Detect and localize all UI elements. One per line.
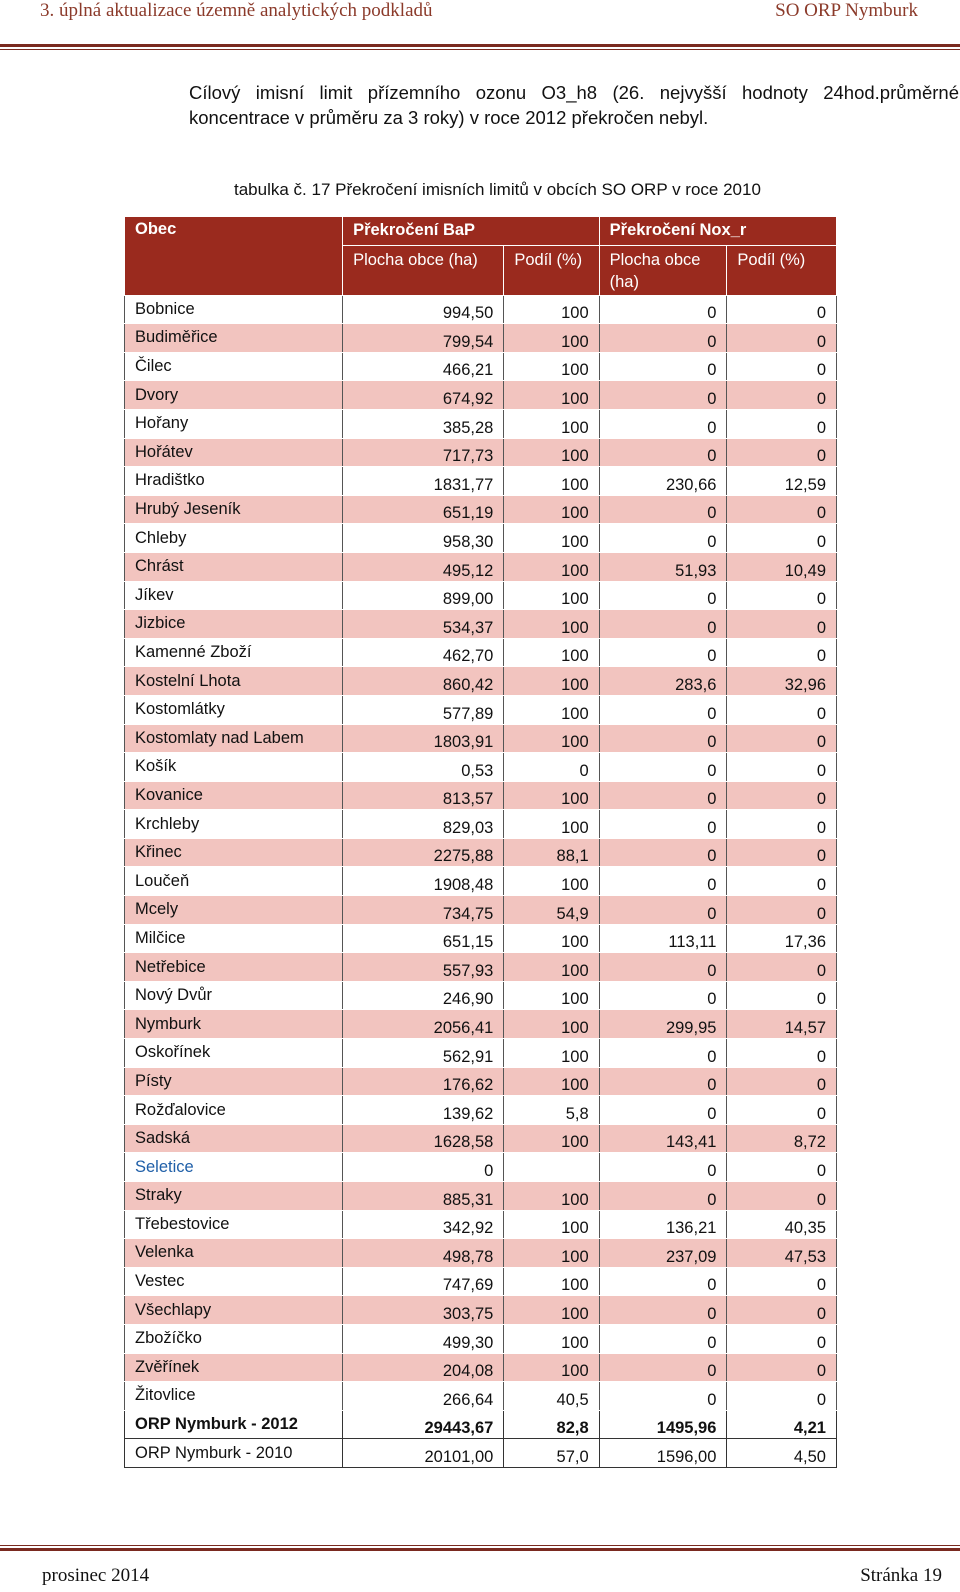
cell-bap-area: 1628,58 bbox=[343, 1124, 504, 1153]
cell-bap-share: 100 bbox=[504, 1324, 599, 1353]
intro-paragraph: Cílový imisní limit přízemního ozonu O3_h8 (26. nejvyšší hodnoty 24hod.průměrné koncentrace v průměru za 3 roky) v roce 2012 překročen nebyl. bbox=[189, 82, 959, 128]
table-row bbox=[125, 638, 837, 667]
cell-nox-area: 0 bbox=[599, 810, 727, 839]
cell-nox-area: 299,95 bbox=[599, 1010, 727, 1039]
cell-obec: ORP Nymburk - 2012 bbox=[125, 1410, 343, 1439]
cell-bap-share: 100 bbox=[504, 981, 599, 1010]
table-row bbox=[125, 1353, 837, 1382]
cell-nox-share: 4,50 bbox=[727, 1439, 837, 1468]
cell-bap-share: 100 bbox=[504, 438, 599, 467]
cell-nox-share: 0 bbox=[727, 495, 837, 524]
cell-nox-share: 12,59 bbox=[727, 467, 837, 496]
cell-nox-area: 0 bbox=[599, 495, 727, 524]
cell-nox-area: 0 bbox=[599, 724, 727, 753]
cell-nox-area: 1495,96 bbox=[599, 1410, 727, 1439]
table-row bbox=[125, 695, 837, 724]
cell-nox-area: 0 bbox=[599, 352, 727, 381]
cell-nox-area: 0 bbox=[599, 1353, 727, 1382]
cell-bap-share: 57,0 bbox=[504, 1439, 599, 1468]
cell-nox-share: 47,53 bbox=[727, 1239, 837, 1268]
cell-bap-area: 799,54 bbox=[343, 324, 504, 353]
cell-obec: Mcely bbox=[125, 896, 343, 925]
cell-nox-area: 237,09 bbox=[599, 1239, 727, 1268]
cell-nox-share: 0 bbox=[727, 581, 837, 610]
cell-nox-share: 0 bbox=[727, 1267, 837, 1296]
cell-nox-area: 0 bbox=[599, 1296, 727, 1325]
cell-bap-area: 498,78 bbox=[343, 1239, 504, 1268]
cell-obec: Hořany bbox=[125, 409, 343, 438]
cell-bap-share: 100 bbox=[504, 1124, 599, 1153]
table-row bbox=[125, 610, 837, 639]
cell-obec: Dvory bbox=[125, 381, 343, 410]
cell-bap-share: 100 bbox=[504, 467, 599, 496]
cell-nox-share: 0 bbox=[727, 724, 837, 753]
cell-nox-area: 0 bbox=[599, 1382, 727, 1411]
cell-nox-area: 0 bbox=[599, 438, 727, 467]
cell-bap-area: 0 bbox=[343, 1153, 504, 1182]
cell-nox-share: 0 bbox=[727, 1296, 837, 1325]
cell-bap-area: 385,28 bbox=[343, 409, 504, 438]
cell-bap-area: 860,42 bbox=[343, 667, 504, 696]
cell-nox-share: 0 bbox=[727, 953, 837, 982]
cell-obec: Třebestovice bbox=[125, 1210, 343, 1239]
cell-nox-area: 0 bbox=[599, 1324, 727, 1353]
cell-nox-share: 0 bbox=[727, 1353, 837, 1382]
cell-bap-share: 100 bbox=[504, 924, 599, 953]
cell-bap-share: 100 bbox=[504, 495, 599, 524]
table-row bbox=[125, 724, 837, 753]
table-row bbox=[125, 381, 837, 410]
cell-nox-area: 230,66 bbox=[599, 467, 727, 496]
cell-bap-area: 1831,77 bbox=[343, 467, 504, 496]
cell-bap-share: 100 bbox=[504, 867, 599, 896]
table-row bbox=[125, 552, 837, 581]
cell-nox-share: 0 bbox=[727, 867, 837, 896]
cell-bap-area: 499,30 bbox=[343, 1324, 504, 1353]
cell-obec: Bobnice bbox=[125, 295, 343, 324]
cell-bap-area: 813,57 bbox=[343, 781, 504, 810]
cell-obec: Písty bbox=[125, 1067, 343, 1096]
cell-obec: Hradištko bbox=[125, 467, 343, 496]
cell-nox-share: 0 bbox=[727, 1153, 837, 1182]
cell-nox-area: 0 bbox=[599, 753, 727, 782]
total-row bbox=[125, 1439, 837, 1468]
cell-nox-share: 0 bbox=[727, 638, 837, 667]
cell-nox-area: 0 bbox=[599, 409, 727, 438]
cell-nox-share: 0 bbox=[727, 610, 837, 639]
cell-obec: Zvěřínek bbox=[125, 1353, 343, 1382]
cell-nox-share: 32,96 bbox=[727, 667, 837, 696]
cell-bap-share: 100 bbox=[504, 638, 599, 667]
total-row bbox=[125, 1410, 837, 1439]
cell-obec: Kostomlátky bbox=[125, 695, 343, 724]
cell-obec: Netřebice bbox=[125, 953, 343, 982]
cell-obec: Oskořínek bbox=[125, 1039, 343, 1068]
cell-obec: ORP Nymburk - 2010 bbox=[125, 1439, 343, 1468]
page-header bbox=[0, 0, 960, 50]
footer-rule-thin bbox=[0, 1545, 960, 1546]
cell-bap-share: 100 bbox=[504, 1010, 599, 1039]
cell-nox-share: 0 bbox=[727, 438, 837, 467]
cell-nox-area: 283,6 bbox=[599, 667, 727, 696]
cell-nox-area: 0 bbox=[599, 953, 727, 982]
subheader-bap-share: Podíl (%) bbox=[504, 245, 599, 295]
cell-bap-area: 885,31 bbox=[343, 1182, 504, 1211]
header-document-title: 3. úplná aktualizace územně analytických podkladů bbox=[40, 0, 433, 21]
cell-obec: Nymburk bbox=[125, 1010, 343, 1039]
table-row bbox=[125, 1039, 837, 1068]
cell-nox-area: 0 bbox=[599, 1067, 727, 1096]
cell-bap-share: 100 bbox=[504, 1239, 599, 1268]
cell-bap-share: 100 bbox=[504, 1039, 599, 1068]
table-row bbox=[125, 1182, 837, 1211]
cell-obec: Žitovlice bbox=[125, 1382, 343, 1411]
table-row bbox=[125, 1267, 837, 1296]
table-row bbox=[125, 1239, 837, 1268]
cell-nox-share: 14,57 bbox=[727, 1010, 837, 1039]
cell-obec: Milčice bbox=[125, 924, 343, 953]
cell-bap-share: 100 bbox=[504, 324, 599, 353]
table-caption: tabulka č. 17 Překročení imisních limitů v obcích SO ORP v roce 2010 bbox=[234, 180, 761, 199]
cell-bap-share: 100 bbox=[504, 1210, 599, 1239]
table-row bbox=[125, 667, 837, 696]
cell-bap-area: 562,91 bbox=[343, 1039, 504, 1068]
cell-obec: Všechlapy bbox=[125, 1296, 343, 1325]
cell-obec: Hrubý Jeseník bbox=[125, 495, 343, 524]
cell-nox-share: 0 bbox=[727, 753, 837, 782]
table-row bbox=[125, 896, 837, 925]
cell-nox-share: 0 bbox=[727, 324, 837, 353]
cell-bap-area: 2056,41 bbox=[343, 1010, 504, 1039]
cell-nox-area: 0 bbox=[599, 867, 727, 896]
cell-bap-area: 20101,00 bbox=[343, 1439, 504, 1468]
cell-nox-share: 0 bbox=[727, 781, 837, 810]
cell-bap-share bbox=[504, 1153, 599, 1182]
cell-nox-area: 0 bbox=[599, 1182, 727, 1211]
cell-bap-area: 29443,67 bbox=[343, 1410, 504, 1439]
cell-bap-area: 139,62 bbox=[343, 1096, 504, 1125]
table-row bbox=[125, 924, 837, 953]
cell-bap-area: 466,21 bbox=[343, 352, 504, 381]
cell-bap-area: 899,00 bbox=[343, 581, 504, 610]
table-row bbox=[125, 1210, 837, 1239]
cell-bap-share: 40,5 bbox=[504, 1382, 599, 1411]
cell-nox-area: 0 bbox=[599, 1096, 727, 1125]
cell-bap-area: 342,92 bbox=[343, 1210, 504, 1239]
table-row bbox=[125, 438, 837, 467]
cell-bap-area: 266,64 bbox=[343, 1382, 504, 1411]
cell-obec: Nový Dvůr bbox=[125, 981, 343, 1010]
cell-obec: Rožďalovice bbox=[125, 1096, 343, 1125]
table-row bbox=[125, 981, 837, 1010]
cell-bap-share: 100 bbox=[504, 524, 599, 553]
table-row bbox=[125, 838, 837, 867]
cell-bap-share: 100 bbox=[504, 810, 599, 839]
table-row bbox=[125, 295, 837, 324]
cell-bap-area: 747,69 bbox=[343, 1267, 504, 1296]
table-row bbox=[125, 1324, 837, 1353]
cell-bap-area: 0,53 bbox=[343, 753, 504, 782]
table-row bbox=[125, 810, 837, 839]
table-row bbox=[125, 753, 837, 782]
table-body bbox=[125, 295, 837, 1467]
cell-obec: Vestec bbox=[125, 1267, 343, 1296]
cell-nox-share: 8,72 bbox=[727, 1124, 837, 1153]
cell-nox-area: 0 bbox=[599, 381, 727, 410]
col-header-obec: Obec bbox=[125, 217, 343, 296]
cell-nox-area: 0 bbox=[599, 1267, 727, 1296]
cell-nox-area: 0 bbox=[599, 1153, 727, 1182]
cell-bap-area: 1908,48 bbox=[343, 867, 504, 896]
table-row bbox=[125, 524, 837, 553]
cell-bap-area: 829,03 bbox=[343, 810, 504, 839]
cell-nox-area: 0 bbox=[599, 781, 727, 810]
cell-bap-share: 5,8 bbox=[504, 1096, 599, 1125]
cell-nox-area: 113,11 bbox=[599, 924, 727, 953]
cell-bap-share: 100 bbox=[504, 724, 599, 753]
cell-obec: Křinec bbox=[125, 838, 343, 867]
table-row bbox=[125, 1010, 837, 1039]
cell-obec: Chleby bbox=[125, 524, 343, 553]
cell-obec: Jíkev bbox=[125, 581, 343, 610]
cell-nox-share: 0 bbox=[727, 352, 837, 381]
cell-obec: Hořátev bbox=[125, 438, 343, 467]
cell-obec: Krchleby bbox=[125, 810, 343, 839]
cell-bap-area: 462,70 bbox=[343, 638, 504, 667]
footer-date: prosinec 2014 bbox=[42, 1565, 150, 1586]
cell-nox-area: 136,21 bbox=[599, 1210, 727, 1239]
table-row bbox=[125, 1124, 837, 1153]
cell-obec: Seletice bbox=[125, 1153, 343, 1182]
cell-nox-share: 10,49 bbox=[727, 552, 837, 581]
cell-nox-area: 143,41 bbox=[599, 1124, 727, 1153]
cell-nox-share: 40,35 bbox=[727, 1210, 837, 1239]
table-row bbox=[125, 467, 837, 496]
table-row bbox=[125, 581, 837, 610]
cell-bap-share: 100 bbox=[504, 352, 599, 381]
table-row bbox=[125, 953, 837, 982]
cell-nox-area: 0 bbox=[599, 638, 727, 667]
cell-bap-area: 557,93 bbox=[343, 953, 504, 982]
group-header-bap: Překročení BaP bbox=[343, 217, 600, 246]
cell-obec: Kovanice bbox=[125, 781, 343, 810]
cell-nox-share: 0 bbox=[727, 1382, 837, 1411]
cell-nox-area: 51,93 bbox=[599, 552, 727, 581]
cell-bap-share: 100 bbox=[504, 695, 599, 724]
cell-bap-share: 100 bbox=[504, 1353, 599, 1382]
cell-nox-area: 0 bbox=[599, 610, 727, 639]
cell-nox-share: 4,21 bbox=[727, 1410, 837, 1439]
cell-nox-share: 0 bbox=[727, 524, 837, 553]
cell-obec: Loučeň bbox=[125, 867, 343, 896]
cell-nox-area: 0 bbox=[599, 838, 727, 867]
cell-bap-share: 88,1 bbox=[504, 838, 599, 867]
table-row bbox=[125, 1382, 837, 1411]
table-row bbox=[125, 1296, 837, 1325]
cell-bap-area: 577,89 bbox=[343, 695, 504, 724]
subheader-bap-area: Plocha obce (ha) bbox=[343, 245, 504, 295]
cell-obec: Straky bbox=[125, 1182, 343, 1211]
cell-bap-area: 674,92 bbox=[343, 381, 504, 410]
cell-bap-share: 0 bbox=[504, 753, 599, 782]
cell-bap-share: 100 bbox=[504, 953, 599, 982]
cell-bap-area: 534,37 bbox=[343, 610, 504, 639]
cell-nox-share: 0 bbox=[727, 409, 837, 438]
cell-nox-share: 0 bbox=[727, 1067, 837, 1096]
cell-nox-area: 0 bbox=[599, 1039, 727, 1068]
table-row bbox=[125, 495, 837, 524]
exceedance-table bbox=[124, 216, 837, 1468]
group-header-nox: Překročení Nox_r bbox=[599, 217, 836, 246]
cell-obec: Velenka bbox=[125, 1239, 343, 1268]
cell-bap-share: 54,9 bbox=[504, 896, 599, 925]
cell-bap-area: 734,75 bbox=[343, 896, 504, 925]
cell-bap-share: 100 bbox=[504, 667, 599, 696]
cell-nox-share: 0 bbox=[727, 810, 837, 839]
table-row bbox=[125, 867, 837, 896]
cell-bap-share: 100 bbox=[504, 581, 599, 610]
cell-nox-area: 0 bbox=[599, 896, 727, 925]
cell-nox-share: 0 bbox=[727, 1324, 837, 1353]
cell-bap-share: 100 bbox=[504, 781, 599, 810]
cell-bap-share: 100 bbox=[504, 409, 599, 438]
cell-bap-share: 100 bbox=[504, 1182, 599, 1211]
cell-bap-share: 100 bbox=[504, 610, 599, 639]
table-row bbox=[125, 409, 837, 438]
cell-bap-share: 100 bbox=[504, 552, 599, 581]
cell-obec: Kamenné Zboží bbox=[125, 638, 343, 667]
cell-bap-share: 100 bbox=[504, 381, 599, 410]
cell-bap-area: 958,30 bbox=[343, 524, 504, 553]
table-row bbox=[125, 1096, 837, 1125]
table-row bbox=[125, 781, 837, 810]
cell-obec: Sadská bbox=[125, 1124, 343, 1153]
header-rule bbox=[0, 44, 960, 47]
subheader-nox-area: Plocha obce (ha) bbox=[599, 245, 727, 295]
cell-bap-share: 100 bbox=[504, 1296, 599, 1325]
cell-bap-share: 100 bbox=[504, 1267, 599, 1296]
cell-nox-share: 0 bbox=[727, 381, 837, 410]
table-row bbox=[125, 324, 837, 353]
cell-obec: Budiměřice bbox=[125, 324, 343, 353]
cell-nox-share: 0 bbox=[727, 838, 837, 867]
cell-bap-area: 1803,91 bbox=[343, 724, 504, 753]
subheader-nox-share: Podíl (%) bbox=[727, 245, 837, 295]
table-row bbox=[125, 1067, 837, 1096]
cell-nox-area: 0 bbox=[599, 695, 727, 724]
cell-bap-share: 100 bbox=[504, 1067, 599, 1096]
cell-nox-share: 0 bbox=[727, 695, 837, 724]
cell-obec: Košík bbox=[125, 753, 343, 782]
cell-bap-area: 303,75 bbox=[343, 1296, 504, 1325]
cell-nox-share: 0 bbox=[727, 295, 837, 324]
cell-bap-area: 717,73 bbox=[343, 438, 504, 467]
footer-rule bbox=[0, 1548, 960, 1551]
cell-nox-area: 0 bbox=[599, 981, 727, 1010]
cell-obec: Kostomlaty nad Labem bbox=[125, 724, 343, 753]
cell-obec: Chrást bbox=[125, 552, 343, 581]
table-row bbox=[125, 352, 837, 381]
table-row bbox=[125, 1153, 837, 1182]
cell-nox-share: 0 bbox=[727, 896, 837, 925]
cell-bap-area: 246,90 bbox=[343, 981, 504, 1010]
cell-bap-area: 994,50 bbox=[343, 295, 504, 324]
header-rule-thin bbox=[0, 49, 960, 50]
cell-bap-area: 495,12 bbox=[343, 552, 504, 581]
cell-bap-share: 82,8 bbox=[504, 1410, 599, 1439]
cell-nox-share: 0 bbox=[727, 981, 837, 1010]
cell-nox-area: 0 bbox=[599, 524, 727, 553]
cell-nox-area: 0 bbox=[599, 324, 727, 353]
cell-nox-share: 0 bbox=[727, 1096, 837, 1125]
cell-obec: Čilec bbox=[125, 352, 343, 381]
cell-nox-share: 0 bbox=[727, 1182, 837, 1211]
header-region-name: SO ORP Nymburk bbox=[775, 0, 918, 21]
cell-bap-area: 651,19 bbox=[343, 495, 504, 524]
cell-obec: Kostelní Lhota bbox=[125, 667, 343, 696]
cell-bap-area: 204,08 bbox=[343, 1353, 504, 1382]
cell-obec: Zbožíčko bbox=[125, 1324, 343, 1353]
cell-bap-share: 100 bbox=[504, 295, 599, 324]
cell-nox-area: 0 bbox=[599, 581, 727, 610]
cell-nox-share: 0 bbox=[727, 1039, 837, 1068]
cell-nox-share: 17,36 bbox=[727, 924, 837, 953]
cell-nox-area: 1596,00 bbox=[599, 1439, 727, 1468]
cell-obec: Jizbice bbox=[125, 610, 343, 639]
cell-bap-area: 651,15 bbox=[343, 924, 504, 953]
cell-bap-area: 2275,88 bbox=[343, 838, 504, 867]
cell-nox-area: 0 bbox=[599, 295, 727, 324]
cell-bap-area: 176,62 bbox=[343, 1067, 504, 1096]
footer-page-number: Stránka 19 bbox=[860, 1565, 942, 1586]
